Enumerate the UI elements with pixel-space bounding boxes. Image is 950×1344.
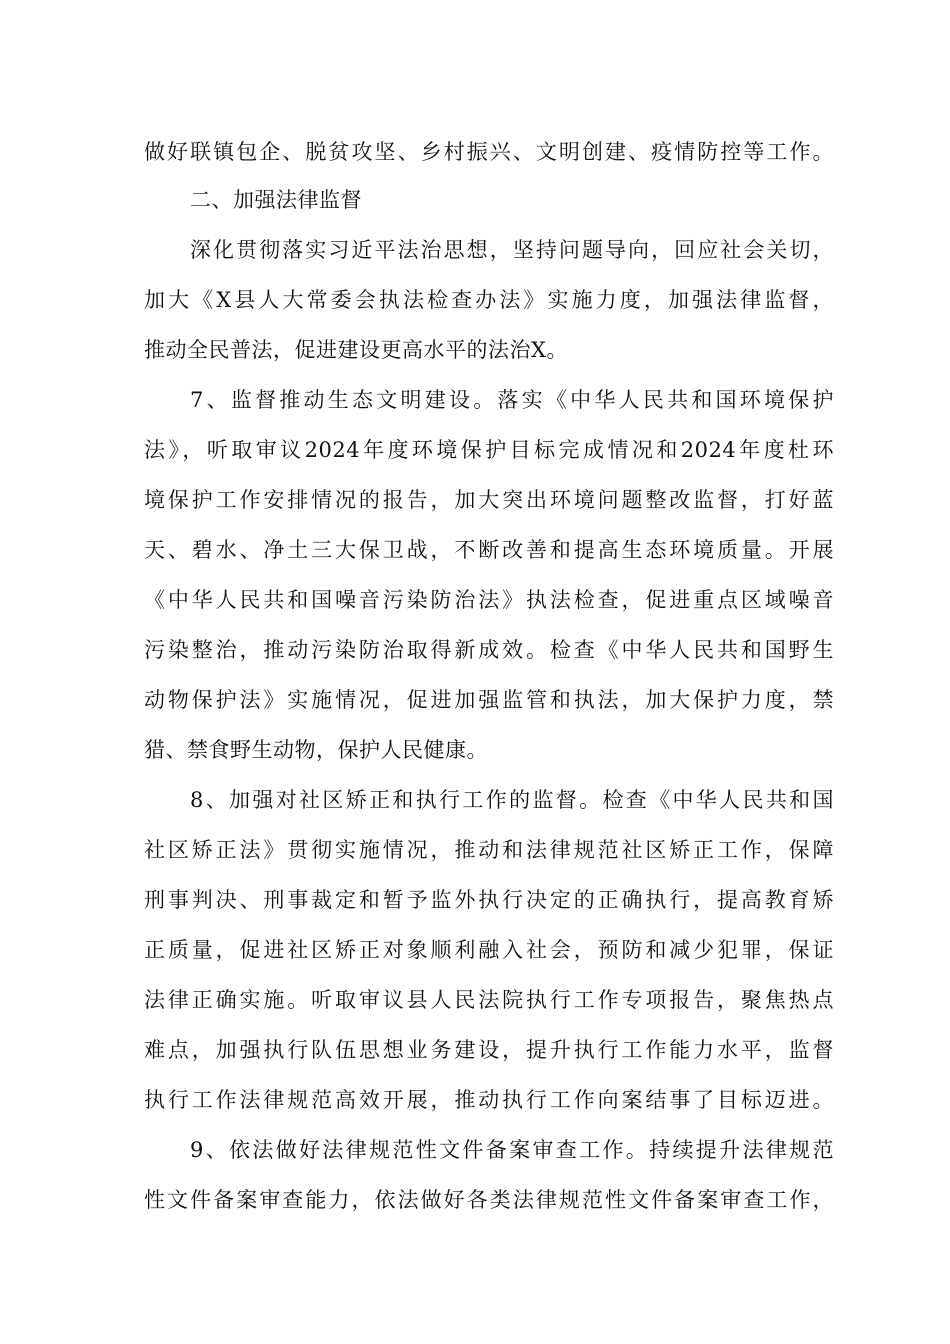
paragraph-line: 污染整治，推动污染防治取得新成效。检查《中华人民共和国野生 (144, 638, 834, 662)
paragraph-line: 正质量，促进社区矫正对象顺利融入社会，预防和减少犯罪，保证 (144, 938, 834, 962)
paragraph-line: 猎、禁食野生动物，保护人民健康。 (144, 738, 488, 762)
paragraph-line: 加大《X县人大常委会执法检查办法》实施力度，加强法律监督， (144, 288, 834, 312)
paragraph-line: 性文件备案审查能力，依法做好各类法律规范性文件备案审查工作， (144, 1188, 834, 1212)
paragraph-line: 8、加强对社区矫正和执行工作的监督。检查《中华人民共和国 (190, 788, 834, 812)
paragraph-line: 天、碧水、净土三大保卫战，不断改善和提高生态环境质量。开展 (144, 538, 834, 562)
paragraph-line: 动物保护法》实施情况，促进加强监管和执法，加大保护力度，禁 (144, 688, 834, 712)
paragraph-line: 执行工作法律规范高效开展，推动执行工作向案结事了目标迈进。 (144, 1088, 834, 1112)
paragraph-line: 做好联镇包企、脱贫攻坚、乡村振兴、文明创建、疫情防控等工作。 (144, 140, 834, 164)
section-heading: 二、加强法律监督 (190, 188, 362, 212)
paragraph-line: 深化贯彻落实习近平法治思想，坚持问题导向，回应社会关切， (190, 238, 834, 262)
paragraph-line: 法律正确实施。听取审议县人民法院执行工作专项报告，聚焦热点 (144, 988, 834, 1012)
paragraph-line: 境保护工作安排情况的报告，加大突出环境问题整改监督，打好蓝 (144, 488, 834, 512)
paragraph-line: 法》，听取审议2024年度环境保护目标完成情况和2024年度杜环 (144, 438, 834, 462)
paragraph-line: 《中华人民共和国噪音污染防治法》执法检查，促进重点区域噪音 (144, 588, 834, 612)
paragraph-line: 刑事判决、刑事裁定和暂予监外执行决定的正确执行，提高教育矫 (144, 888, 834, 912)
paragraph-line: 难点，加强执行队伍思想业务建设，提升执行工作能力水平，监督 (144, 1038, 834, 1062)
paragraph-line: 7、监督推动生态文明建设。落实《中华人民共和国环境保护 (190, 388, 834, 412)
paragraph-line: 推动全民普法，促进建设更高水平的法治X。 (144, 338, 568, 362)
paragraph-line: 社区矫正法》贯彻实施情况，推动和法律规范社区矫正工作，保障 (144, 838, 834, 862)
paragraph-line: 9、依法做好法律规范性文件备案审查工作。持续提升法律规范 (190, 1138, 834, 1162)
